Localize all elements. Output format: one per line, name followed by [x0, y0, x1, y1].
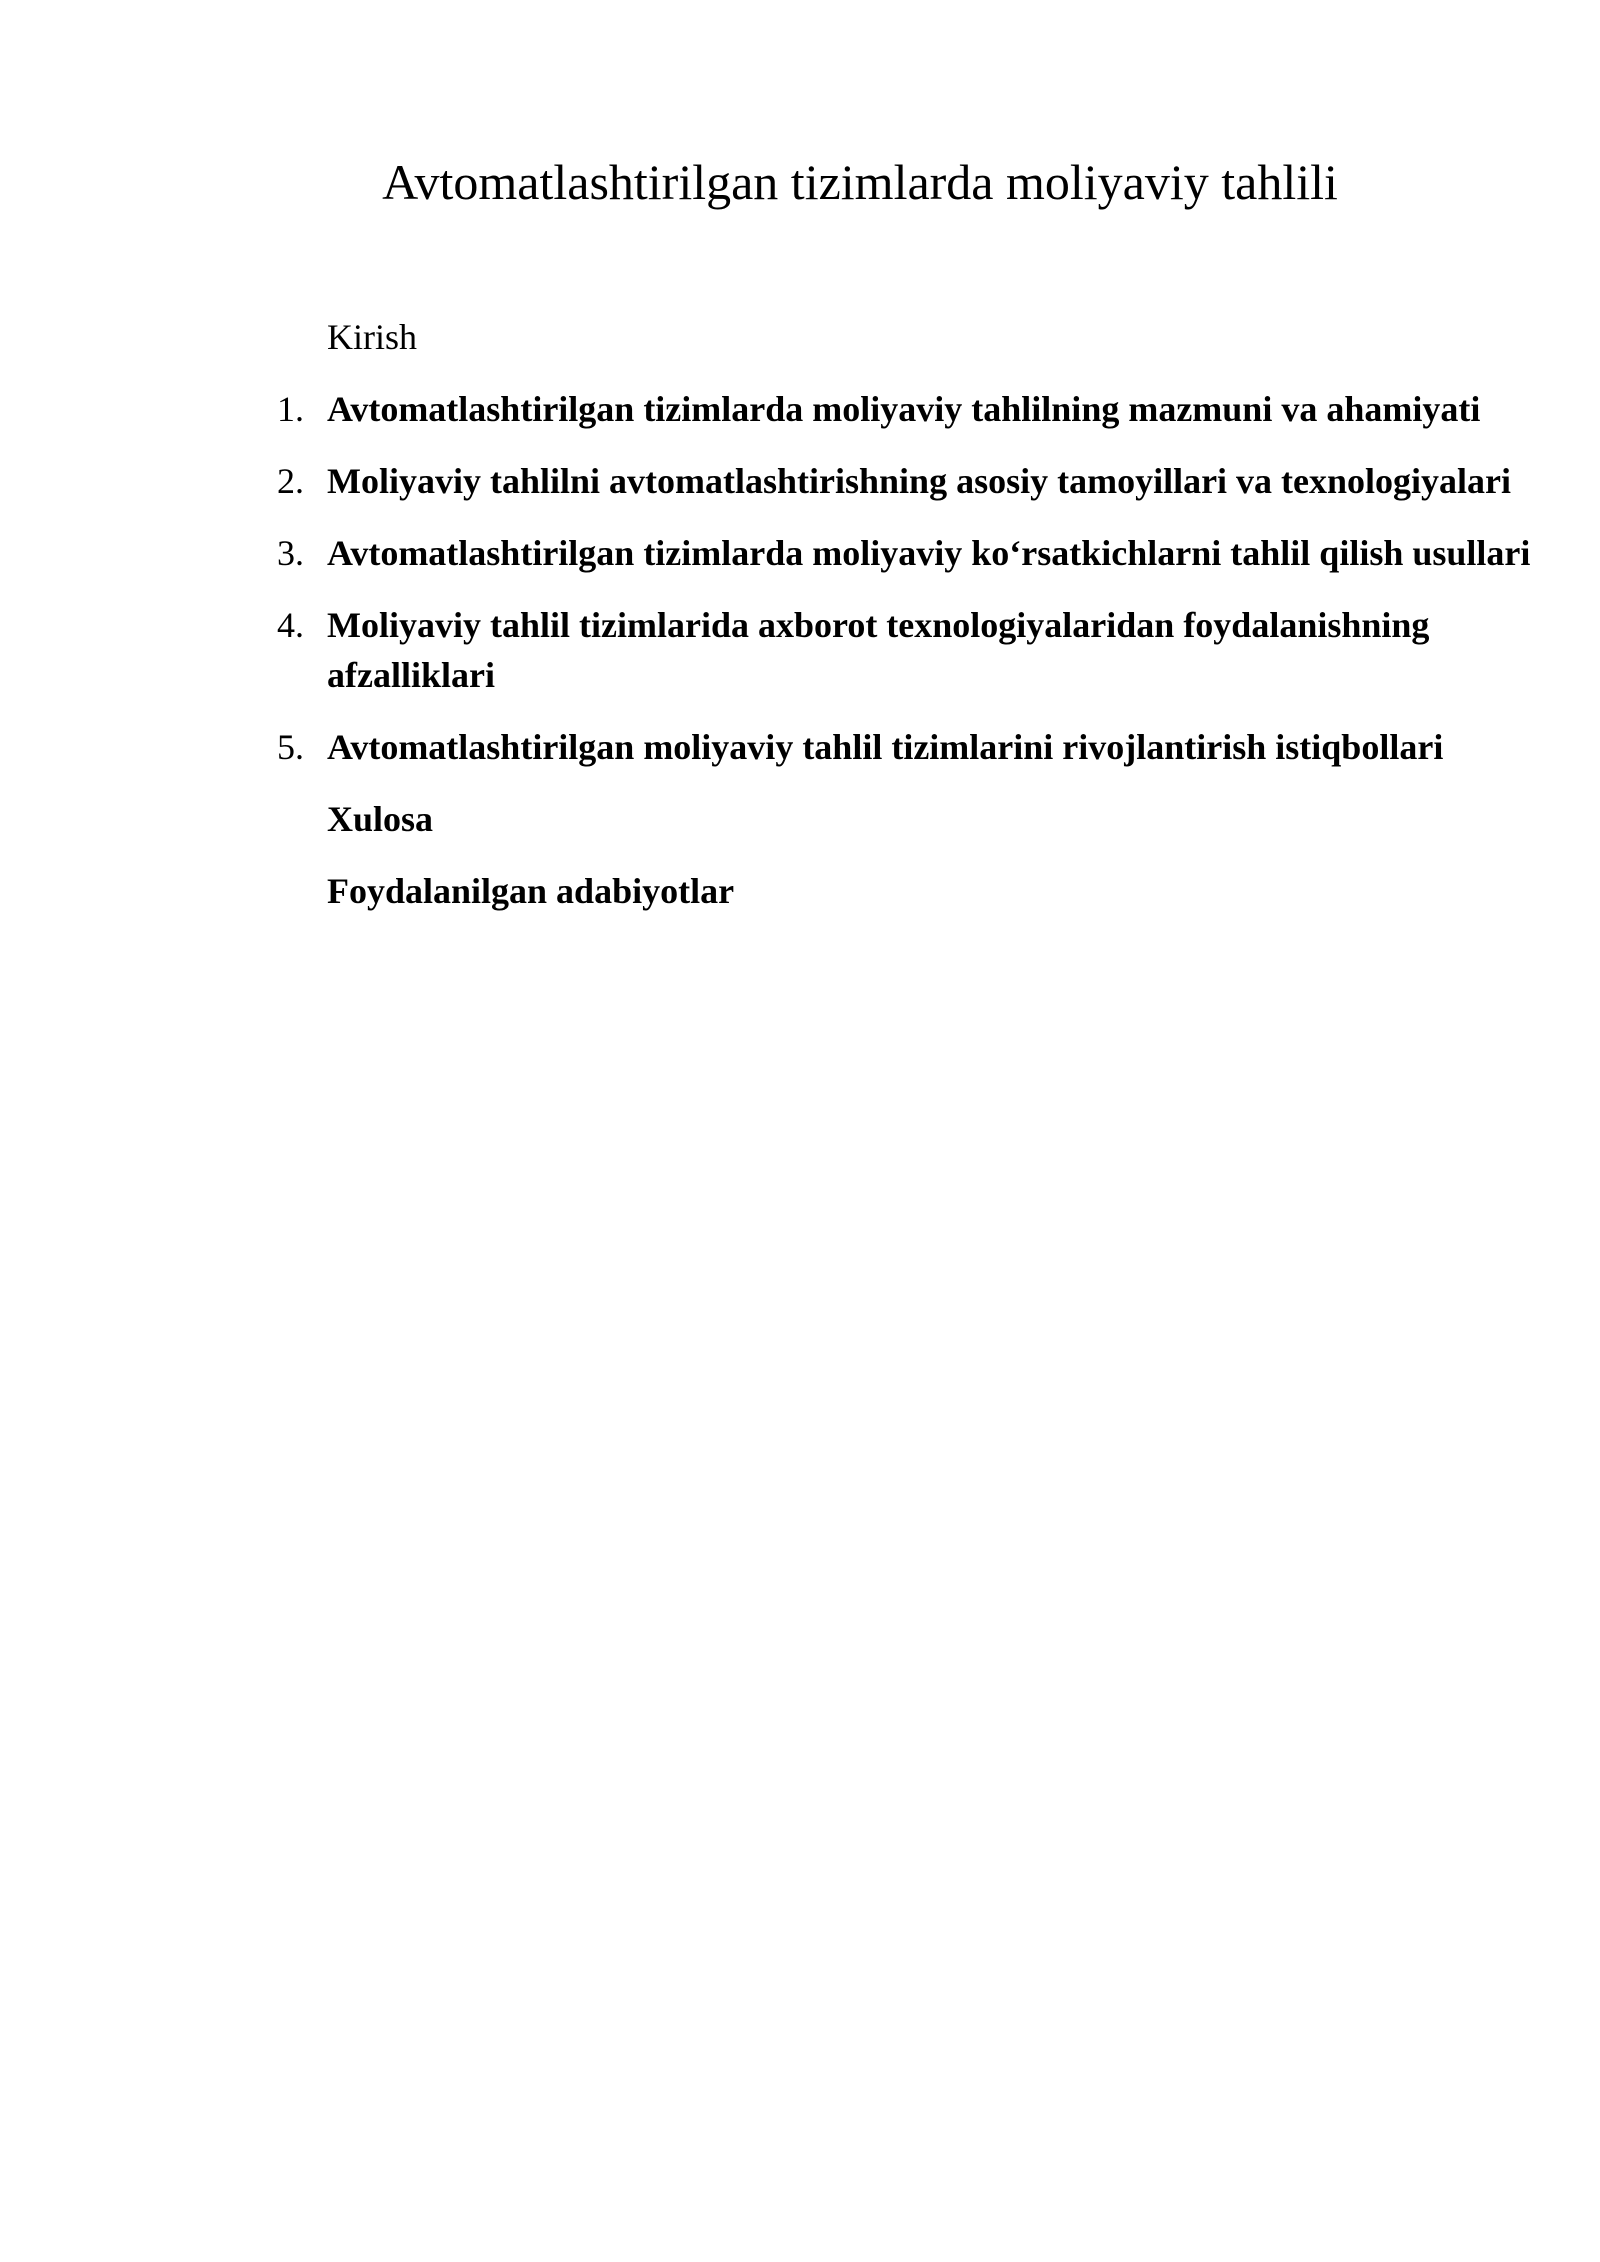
page-title: Avtomatlashtirilgan tizimlarda moliyaviy tahlili [382, 154, 1338, 210]
toc-section-number: 4. [277, 605, 304, 645]
toc-section-text: Avtomatlashtirilgan moliyaviy tahlil tizimlarini rivojlantirish istiqbollari [327, 727, 1444, 767]
toc-section-2 [277, 456, 1567, 506]
toc-conclusion: Xulosa [327, 799, 434, 839]
toc-section-3 [277, 528, 1567, 578]
toc-section-text: Avtomatlashtirilgan tizimlarda moliyaviy tahlilning mazmuni va ahamiyati [327, 389, 1481, 429]
toc-section-1 [277, 384, 1567, 434]
toc-intro: Kirish [327, 317, 417, 357]
toc-section-number: 1. [277, 389, 304, 429]
toc-references: Foydalanilgan adabiyotlar [327, 871, 735, 911]
toc-section-number: 3. [277, 533, 304, 573]
toc-section-number: 2. [277, 461, 304, 501]
toc-section-number: 5. [277, 727, 304, 767]
toc-section-4 [277, 600, 1567, 700]
toc-section-text: Avtomatlashtirilgan tizimlarda moliyaviy ko‘rsatkichlarni tahlil qilish usullari [327, 533, 1531, 573]
toc-section-text: Moliyaviy tahlilni avtomatlashtirishning asosiy tamoyillari va texnologiyalari [327, 461, 1512, 501]
toc-section-text: Moliyaviy tahlil tizimlarida axborot texnologiyalaridan foydalanishning afzalliklari [327, 605, 1430, 695]
toc-section-5 [277, 722, 1567, 772]
table-of-contents [277, 312, 1567, 938]
